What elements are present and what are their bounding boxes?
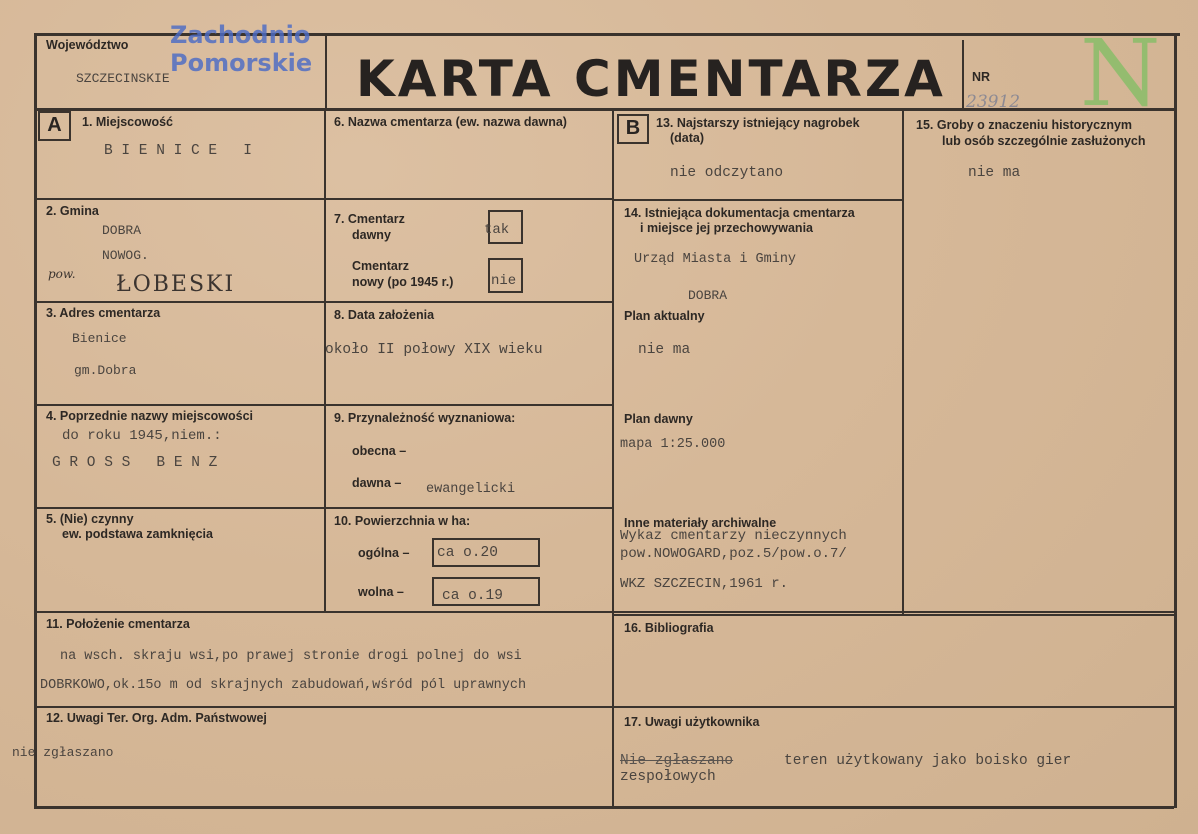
stamp-line-1: Zachodnio — [170, 21, 311, 49]
wojewodztwo-value: SZCZECINSKIE — [76, 71, 170, 86]
field-14-label-1: 14. Istniejąca dokumentacja cmentarza — [624, 206, 855, 220]
field-7-old-value: tak — [484, 222, 510, 238]
frame-left — [34, 33, 37, 808]
field-15-label-2: lub osób szczególnie zasłużonych — [942, 134, 1146, 148]
col-line-2 — [612, 108, 614, 807]
field-14-label-2: i miejsce jej przechowywania — [640, 221, 813, 235]
field-7-new-label-1: Cmentarz — [352, 259, 409, 273]
field-17-line-1: teren użytkowany jako boisko gier — [784, 753, 1072, 769]
field-10-ogolna-value: ca o.20 — [437, 545, 498, 561]
field-2-pow-value: ŁOBESKI — [116, 272, 236, 297]
stamp-line-2: Pomorskie — [170, 49, 313, 77]
row-line-l6 — [34, 706, 1176, 708]
field-3-line-2: gm.Dobra — [74, 363, 137, 378]
field-14-line-2: DOBRA — [688, 288, 728, 303]
inne-materialy-label: Inne materiały archiwalne — [624, 516, 777, 530]
field-9-label: 9. Przynależność wyznaniowa: — [334, 411, 516, 425]
field-7-old-label-2: dawny — [352, 228, 391, 242]
field-9-dawna-label: dawna – — [352, 476, 402, 490]
field-2-pow-prefix: pow. — [48, 267, 76, 281]
field-13-label-1: 13. Najstarszy istniejący nagrobek — [656, 116, 860, 130]
field-9-dawna-value: ewangelicki — [426, 482, 516, 497]
field-12-label: 12. Uwagi Ter. Org. Adm. Państwowej — [46, 711, 267, 725]
field-14-line-1: Urząd Miasta i Gminy — [634, 252, 797, 267]
field-11-line-2: DOBRKOWO,ok.15o m od skrajnych zabudowań,wśród pól uprawnych — [40, 678, 527, 693]
frame-bottom — [34, 806, 1174, 809]
field-10-wolna-label: wolna – — [358, 585, 404, 599]
section-b-box: B — [617, 114, 649, 144]
plan-aktualny-value: nie ma — [638, 342, 691, 358]
inne-materialy-line-1: Wykaz cmentarzy nieczynnych — [620, 528, 847, 544]
field-8-value: około II połowy XIX wieku — [325, 342, 543, 358]
field-10-ogolna-label: ogólna – — [358, 546, 410, 560]
field-15-value: nie ma — [968, 165, 1021, 181]
wojewodztwo-label: Województwo — [46, 38, 129, 52]
row-line-l1 — [34, 198, 614, 200]
field-3-line-1: Bienice — [72, 331, 127, 346]
field-2-line-1: DOBRA — [102, 223, 142, 238]
field-9-obecna-label: obecna – — [352, 444, 407, 458]
inne-materialy-line-2: pow.NOWOGARD,poz.5/pow.o.7/ — [620, 546, 847, 562]
field-7-old-label-1: 7. Cmentarz — [334, 212, 405, 226]
nr-label: NR — [972, 70, 991, 84]
row-line-l3 — [34, 404, 614, 406]
header-vline-1 — [325, 33, 327, 110]
field-3-label: 3. Adres cmentarza — [46, 306, 161, 320]
field-17-label: 17. Uwagi użytkownika — [624, 715, 760, 729]
plan-aktualny-label: Plan aktualny — [624, 309, 705, 323]
field-11-line-1: na wsch. skraju wsi,po prawej stronie drogi polnej do wsi — [60, 649, 522, 664]
row-line-m1 — [612, 199, 904, 201]
header-vline-2 — [962, 40, 964, 110]
field-4-label: 4. Poprzednie nazwy miejscowości — [46, 409, 254, 423]
plan-dawny-label: Plan dawny — [624, 412, 693, 426]
row-line-r1 — [612, 614, 1176, 616]
row-line-l2 — [34, 301, 614, 303]
field-4-line-2: G R O S S B E N Z — [52, 455, 218, 471]
field-11-label: 11. Położenie cmentarza — [46, 617, 190, 631]
nr-value: 23912 — [966, 92, 1021, 112]
field-6-label: 6. Nazwa cmentarza (ew. nazwa dawna) — [334, 115, 567, 129]
frame-right — [1174, 33, 1177, 808]
field-16-label: 16. Bibliografia — [624, 621, 714, 635]
field-10-wolna-value: ca o.19 — [442, 588, 503, 604]
field-7-new-value: nie — [491, 273, 517, 289]
nr-green-mark: N — [1080, 20, 1161, 127]
field-2-line-2: NOWOG. — [102, 248, 149, 263]
field-13-value: nie odczytano — [670, 165, 784, 181]
plan-dawny-value: mapa 1:25.000 — [620, 437, 726, 452]
row-line-l4 — [34, 507, 614, 509]
field-13-label-2: (data) — [670, 131, 705, 145]
field-17-line-2: zespołowych — [620, 769, 716, 785]
section-a-box: A — [38, 111, 71, 141]
field-7-new-label-2: nowy (po 1945 r.) — [352, 275, 454, 289]
field-4-line-1: do roku 1945,niem.: — [62, 428, 222, 444]
field-15-label-1: 15. Groby o znaczeniu historycznym — [916, 118, 1133, 132]
field-1-value: B I E N I C E I — [104, 143, 252, 159]
field-5-label-2: ew. podstawa zamknięcia — [62, 527, 213, 541]
field-8-label: 8. Data założenia — [334, 308, 435, 322]
field-17-struck-text: Nie zgłaszano — [620, 753, 734, 769]
row-line-l5 — [34, 611, 1176, 613]
field-1-label: 1. Miejscowość — [82, 115, 174, 129]
field-10-label: 10. Powierzchnia w ha: — [334, 514, 471, 528]
card-title: KARTA CMENTARZA — [356, 50, 946, 108]
field-5-label-1: 5. (Nie) czynny — [46, 512, 134, 526]
col-line-3 — [902, 108, 904, 614]
field-12-value: nie zgłaszano — [12, 745, 114, 760]
col-line-1 — [324, 108, 326, 612]
field-2-label: 2. Gmina — [46, 204, 99, 218]
inne-materialy-line-3: WKZ SZCZECIN,1961 r. — [620, 576, 789, 592]
